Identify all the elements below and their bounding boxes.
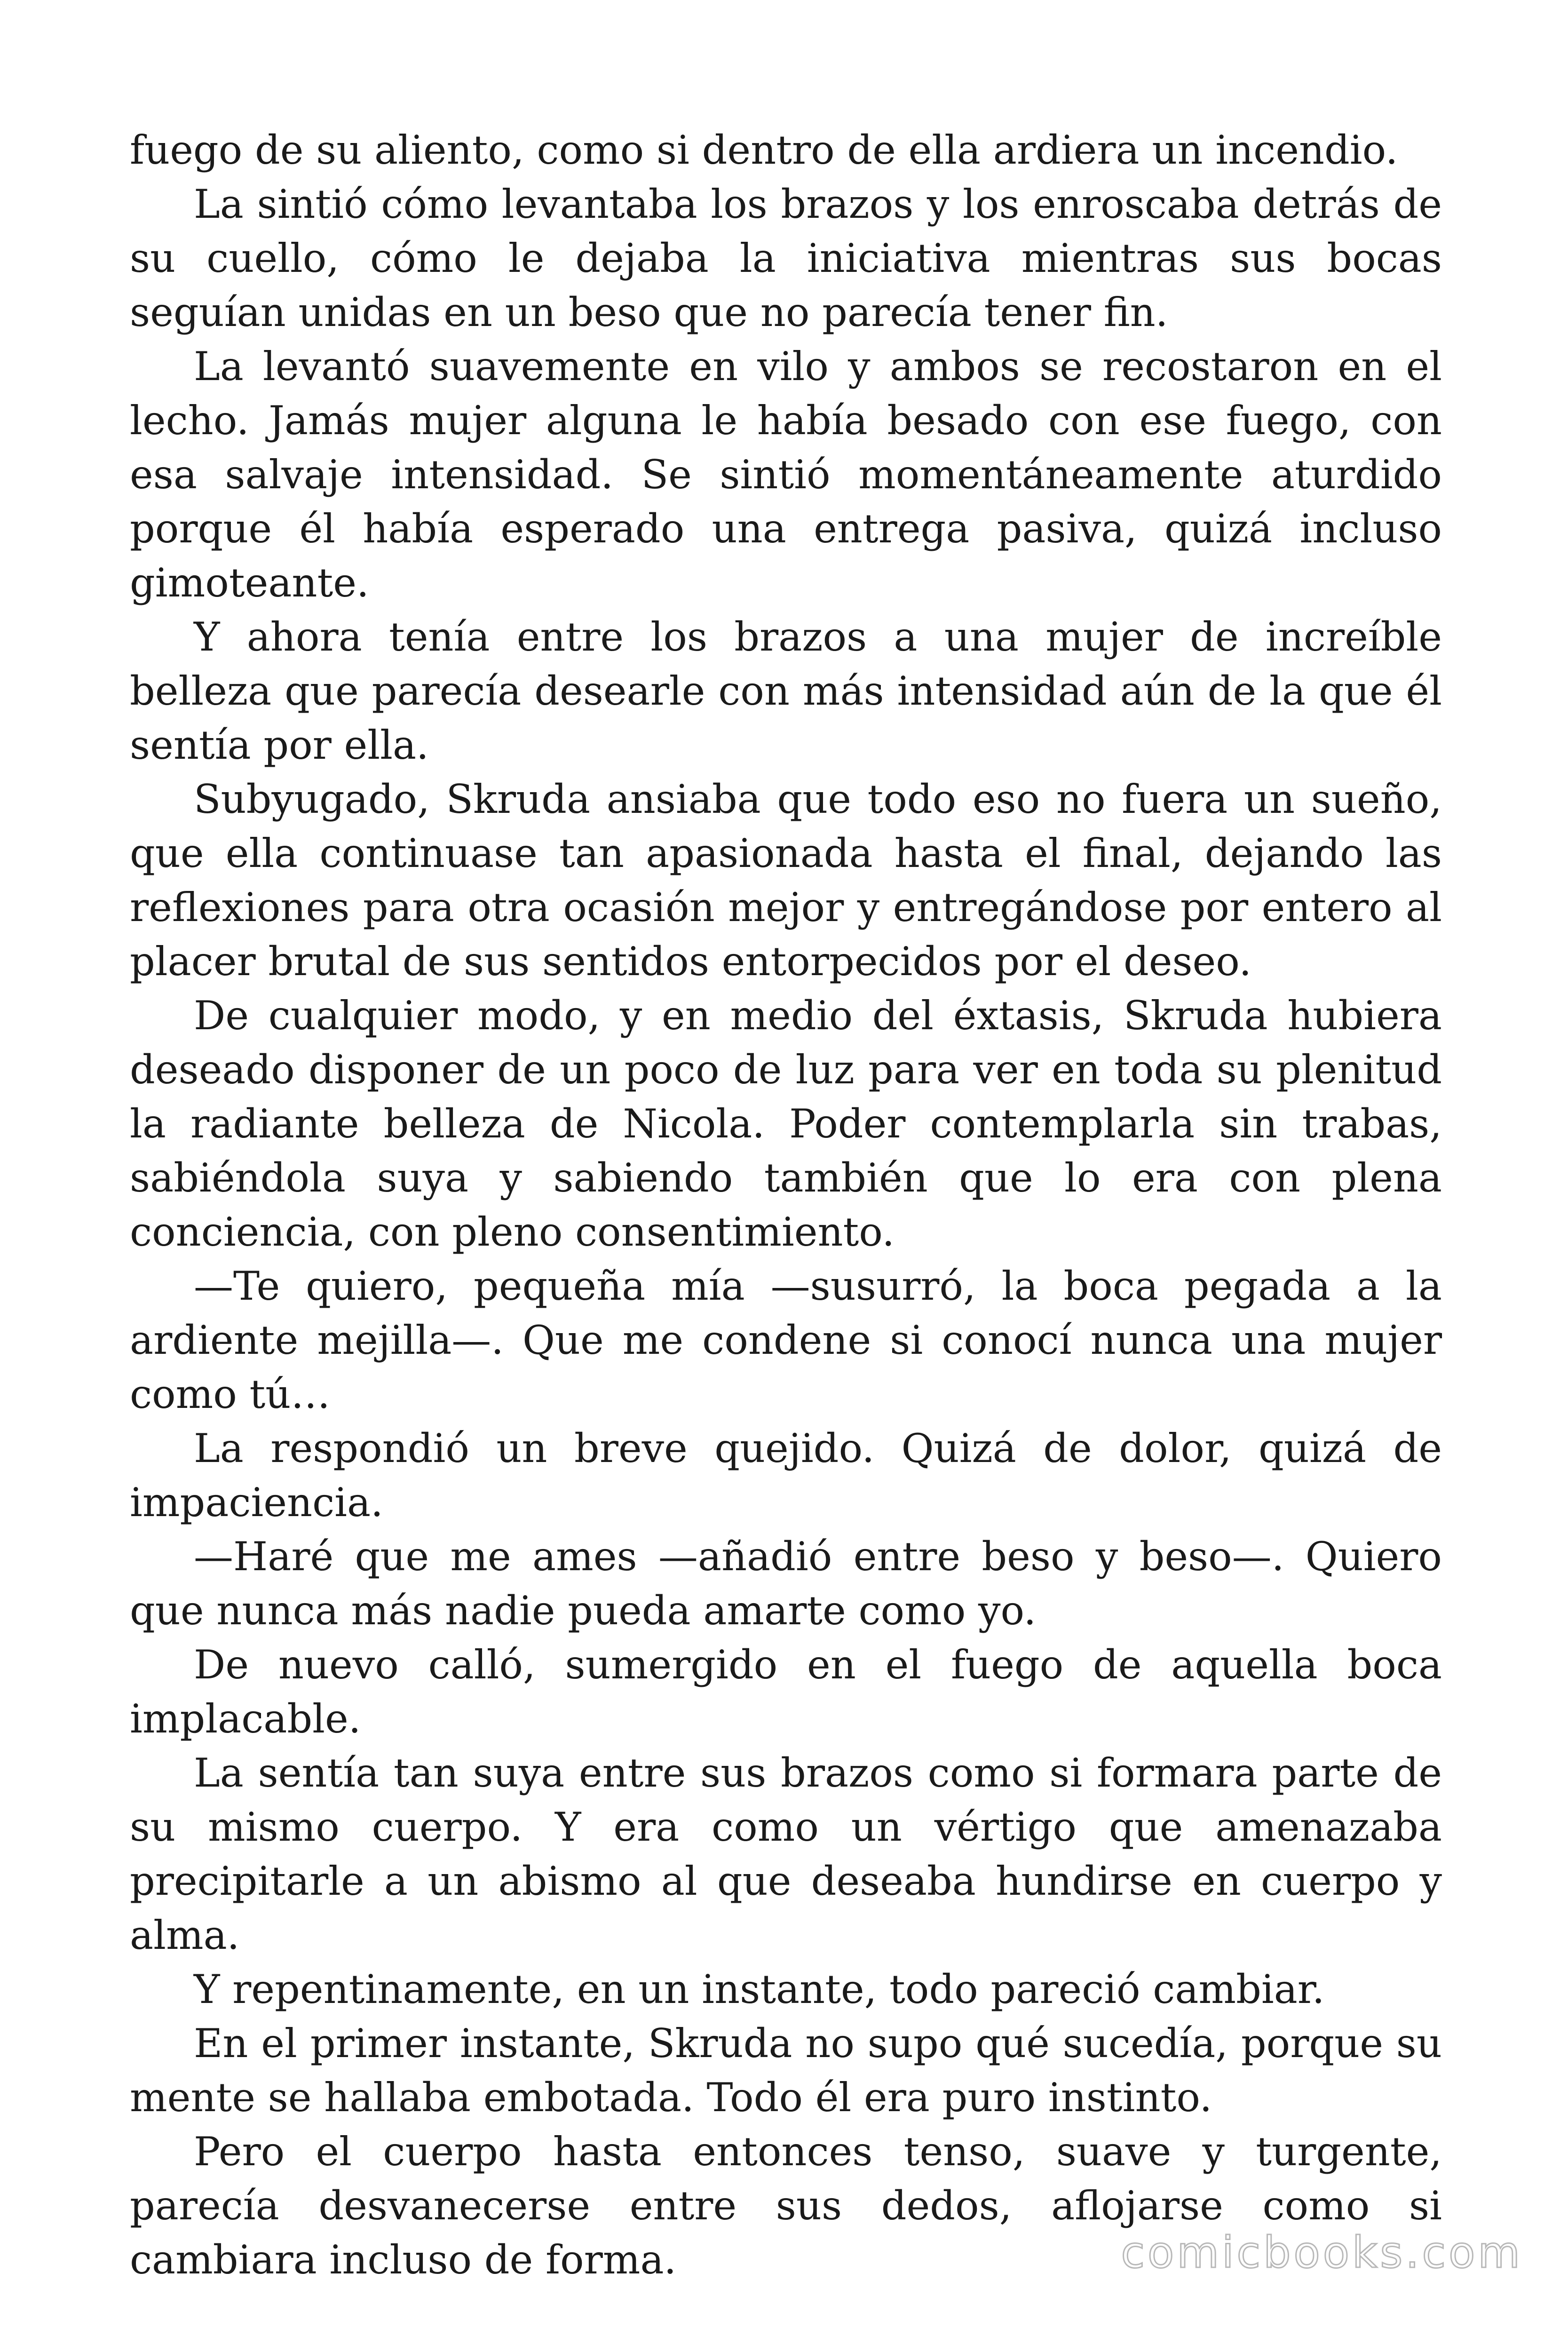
paragraph-8: La respondió un breve quejido. Quizá de dolor, quizá de impaciencia. [130,1425,1442,1526]
watermark: comicbooks.com [1121,2227,1523,2278]
paragraph-13: En el primer instante, Skruda no supo qué sucedía, porque su mente se hallaba embotada. Todo él era puro instinto. [130,2020,1442,2121]
paragraph-3: La levantó suavemente en vilo y ambos se recostaron en el lecho. Jamás mujer alguna le había besado con ese fuego, con esa salvaje intensidad. Se sintió momentáneamente aturdido porque él había esperado una entrega pasiva, quizá incluso gimoteante. [130,343,1442,606]
paragraph-6: De cualquier modo, y en medio del éxtasis, Skruda hubiera deseado disponer de un poco de luz para ver en toda su plenitud la radiante belleza de Nicola. Poder contemplarla sin trabas, sabiéndola suya y sabiendo también que lo era con plena conciencia, con pleno consentimiento. [130,993,1442,1255]
paragraph-10: De nuevo calló, sumergido en el fuego de aquella boca implacable. [130,1642,1442,1742]
paragraph-1: fuego de su aliento, como si dentro de ella ardiera un incendio. [130,127,1398,173]
paragraph-9: —Haré que me ames —añadió entre beso y beso—. Quiero que nunca más nadie pueda amarte como yo. [130,1534,1442,1634]
page-text [130,123,1442,2287]
paragraph-5: Subyugado, Skruda ansiaba que todo eso no fuera un sueño, que ella continuase tan apasionada hasta el final, dejando las reflexiones para otra ocasión mejor y entregándose por entero al placer brutal de sus sentidos entorpecidos por el deseo. [130,776,1442,985]
paragraph-12: Y repentinamente, en un instante, todo pareció cambiar. [194,1966,1325,2012]
paragraph-7: —Te quiero, pequeña mía —susurró, la boca pegada a la ardiente mejilla—. Que me condene si conocí nunca una mujer como tú… [130,1263,1442,1417]
paragraph-4: Y ahora tenía entre los brazos a una mujer de increíble belleza que parecía desearle con más intensidad aún de la que él sentía por ella. [130,614,1442,768]
paragraph-14: Pero el cuerpo hasta entonces tenso, suave y turgente, parecía desvanecerse entre sus dedos, aflojarse como si cambiara incluso de forma. [130,2129,1442,2283]
paragraph-11: La sentía tan suya entre sus brazos como si formara parte de su mismo cuerpo. Y era como un vértigo que amenazaba precipitarle a un abismo al que deseaba hundirse en cuerpo y alma. [130,1750,1442,1958]
paragraph-2: La sintió cómo levantaba los brazos y los enroscaba detrás de su cuello, cómo le dejaba la iniciativa mientras sus bocas seguían unidas en un beso que no parecía tener fin. [130,181,1442,335]
